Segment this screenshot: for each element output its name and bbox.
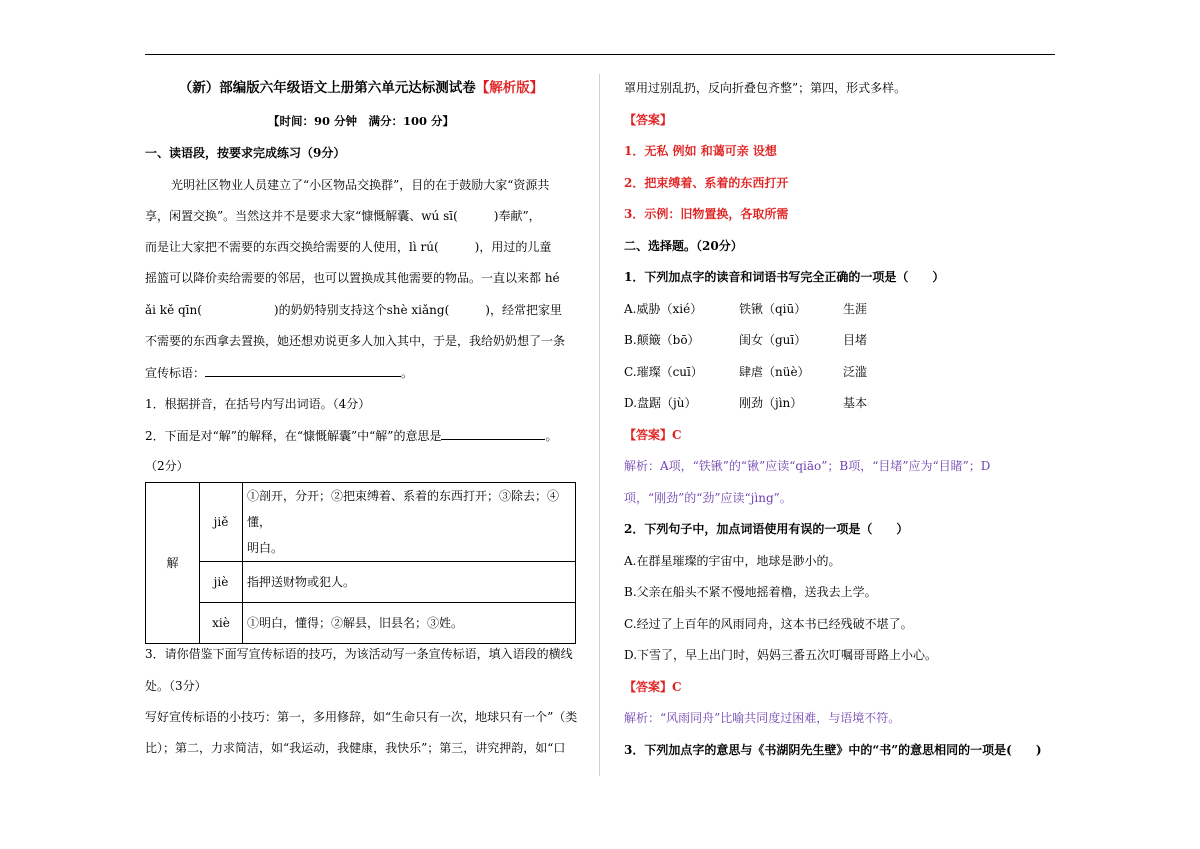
option-part: B.颠簸（bō） — [624, 333, 700, 347]
option-part: 铁锹（qiū） — [739, 302, 807, 316]
table-definition: ①明白，懂得；②解县，旧县名；③姓。 — [243, 603, 576, 644]
question-1: 1．根据拼音，在括号内写出词语。（4分） — [145, 397, 371, 411]
mc2-option-d[interactable]: D.下雪了，早上出门时，妈妈三番五次叮嘱哥哥路上小心。 — [624, 648, 938, 662]
option-part: D.盘踞（jù） — [624, 396, 697, 410]
tips-line-1: 写好宣传标语的小技巧：第一，多用修辞，如“生命只有一次，地球只有一个”（类 — [145, 710, 578, 724]
mc1-analysis-line-1: 解析：A项，“铁锹”的“锹”应读“qiāo”；B项，“目堵”应为“目睹”；D — [624, 459, 991, 473]
table-head-char: 解 — [146, 483, 200, 644]
mc2-option-c[interactable]: C.经过了上百年的风雨同舟，这本书已经残破不堪了。 — [624, 617, 913, 631]
question-2 — [145, 427, 557, 444]
question-2-text: 2．下面是对“解”的解释，在“慷慨解囊”中“解”的意思是 — [145, 429, 442, 443]
passage-line-6: 不需要的东西拿去置换，她还想劝说更多人加入其中，于是，我给奶奶想了一条 — [145, 334, 566, 348]
option-part: 刚劲（jìn） — [739, 396, 803, 410]
table-row — [146, 483, 576, 562]
title-tag: 【解析版】 — [475, 80, 544, 96]
mc1-analysis-line-2: 项，“刚劲”的“劲”应读“jìng”。 — [624, 491, 792, 505]
column-divider — [599, 74, 600, 776]
table-row — [146, 603, 576, 644]
slogan-end: 。 — [401, 366, 414, 380]
mc1-option-d[interactable] — [624, 395, 867, 411]
answer-label: 【答案】 — [624, 113, 673, 127]
mc2-answer: 【答案】C — [624, 680, 682, 694]
table-row — [146, 562, 576, 603]
passage-line-4: 摇篮可以降价卖给需要的邻居，也可以置换成其他需要的物品。一直以来都 hé — [145, 271, 560, 285]
passage-line-1: 光明社区物业人员建立了“小区物品交换群”，目的在于鼓励大家“资源共 — [171, 178, 550, 192]
option-part: C.璀璨（cuī） — [624, 365, 703, 379]
option-part: 肆虐（nüè） — [739, 365, 810, 379]
question-2-end: 。 — [545, 429, 558, 443]
tips-continued: 罩用过别乱扔，反向折叠包齐整”；第四，形式多样。 — [624, 81, 907, 95]
table-definition: 指押送财物或犯人。 — [243, 562, 576, 603]
mc1-option-c[interactable] — [624, 364, 867, 380]
question-3-line-1: 3．请你借鉴下面写宣传标语的技巧，为该活动写一条宣传标语，填入语段的横线 — [145, 647, 573, 661]
mc3-question: 3．下列加点字的意思与《书湖阴先生壁》中的“书”的意思相同的一项是( ) — [624, 743, 1042, 757]
mc1-option-a[interactable] — [624, 301, 867, 317]
header-rule — [145, 54, 1055, 55]
option-part: 基本 — [843, 396, 868, 410]
section-2-heading: 二、选择题。（20分） — [624, 239, 743, 253]
mc1-option-b[interactable] — [624, 332, 867, 348]
section-1-heading: 一、读语段，按要求完成练习（9分） — [145, 146, 346, 160]
answer-3: 3．示例：旧物置换，各取所需 — [624, 207, 789, 221]
passage-line-5: ǎi kě qīn( )的奶奶特别支持这个shè xiǎng( )，经常把家里 — [145, 303, 562, 317]
answer-1: 1．无私 例如 和蔼可亲 设想 — [624, 144, 777, 158]
mc2-option-b[interactable]: B.父亲在船头不紧不慢地摇着橹，送我去上学。 — [624, 585, 877, 599]
table-pinyin: jiě — [200, 483, 243, 562]
tips-line-2: 比）；第二，力求简洁，如“我运动，我健康，我快乐”；第三，讲究押韵，如“口 — [145, 741, 566, 755]
option-part: 泛滥 — [843, 365, 868, 379]
option-part: 目堵 — [843, 333, 868, 347]
definition-line: ①剖开，分开；②把束缚着、系着的东西打开；③除去；④懂， — [247, 489, 560, 529]
table-pinyin: xiè — [200, 603, 243, 644]
table-definition — [243, 483, 576, 562]
question-2-blank[interactable] — [441, 427, 545, 440]
definition-line: 明白。 — [247, 541, 284, 555]
definition-table — [145, 482, 576, 644]
mc2-option-a[interactable]: A.在群星璀璨的宇宙中，地球是渺小的。 — [624, 554, 841, 568]
answer-2: 2．把束缚着、系着的东西打开 — [624, 176, 789, 190]
exam-title — [145, 80, 577, 96]
passage-line-2: 享，闲置交换”。当然这并不是要求大家“慷慨解囊、wú sī( )奉献”， — [145, 209, 541, 223]
question-2-score: （2分） — [145, 459, 189, 473]
table-pinyin: jiè — [200, 562, 243, 603]
slogan-label: 宣传标语： — [145, 366, 206, 380]
exam-meta: 【时间：90 分钟 满分：100 分】 — [267, 114, 454, 128]
option-part: 闺女（guī） — [739, 333, 807, 347]
mc1-question: 1．下列加点字的读音和词语书写完全正确的一项是（ ） — [624, 270, 945, 284]
option-part: A.威胁（xié） — [624, 302, 703, 316]
mc1-answer: 【答案】C — [624, 428, 682, 442]
slogan-blank[interactable] — [205, 364, 401, 377]
mc2-analysis: 解析：“风雨同舟”比喻共同度过困难，与语境不符。 — [624, 711, 901, 725]
question-3-line-2: 处。（3分） — [145, 679, 207, 693]
title-text: （新）部编版六年级语文上册第六单元达标测试卷 — [178, 80, 476, 96]
passage-line-7 — [145, 364, 413, 381]
passage-line-3: 而是让大家把不需要的东西交换给需要的人使用，lì rú( )，用过的儿童 — [145, 240, 552, 254]
option-part: 生涯 — [843, 302, 868, 316]
mc2-question: 2．下列句子中，加点词语使用有误的一项是（ ） — [624, 522, 909, 536]
